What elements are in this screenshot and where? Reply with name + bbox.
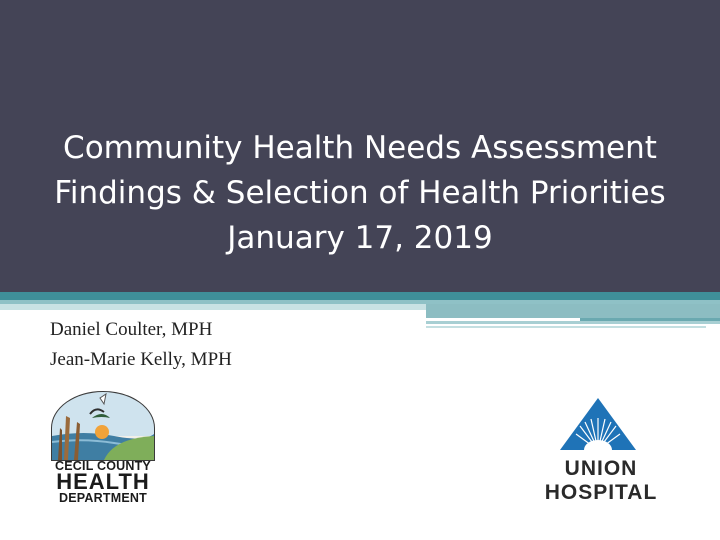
accent-stripe [580,318,720,321]
union-logo-line2: HOSPITAL [544,481,658,504]
author-name: Daniel Coulter, MPH [50,319,213,340]
accent-stripe [0,304,430,310]
accent-stripe [426,326,706,328]
author-name: Jean-Marie Kelly, MPH [50,349,232,370]
accent-stripe [426,304,720,318]
union-logo-line1: UNION [564,457,638,480]
title-line-1: Community Health Needs Assessment [63,130,657,166]
cecil-logo-line3: DEPARTMENT [59,491,147,505]
title-line-3: January 17, 2019 [227,220,493,256]
title-line-2: Findings & Selection of Health Priorities [54,175,666,211]
accent-stripe [426,321,720,324]
cecil-logo-line2: HEALTH [56,469,150,494]
cecil-logo-line1: CECIL COUNTY [55,459,151,473]
slide-title [0,126,720,261]
author-list [50,315,232,375]
union-hospital-logo [558,396,638,454]
accent-stripe [0,292,720,300]
